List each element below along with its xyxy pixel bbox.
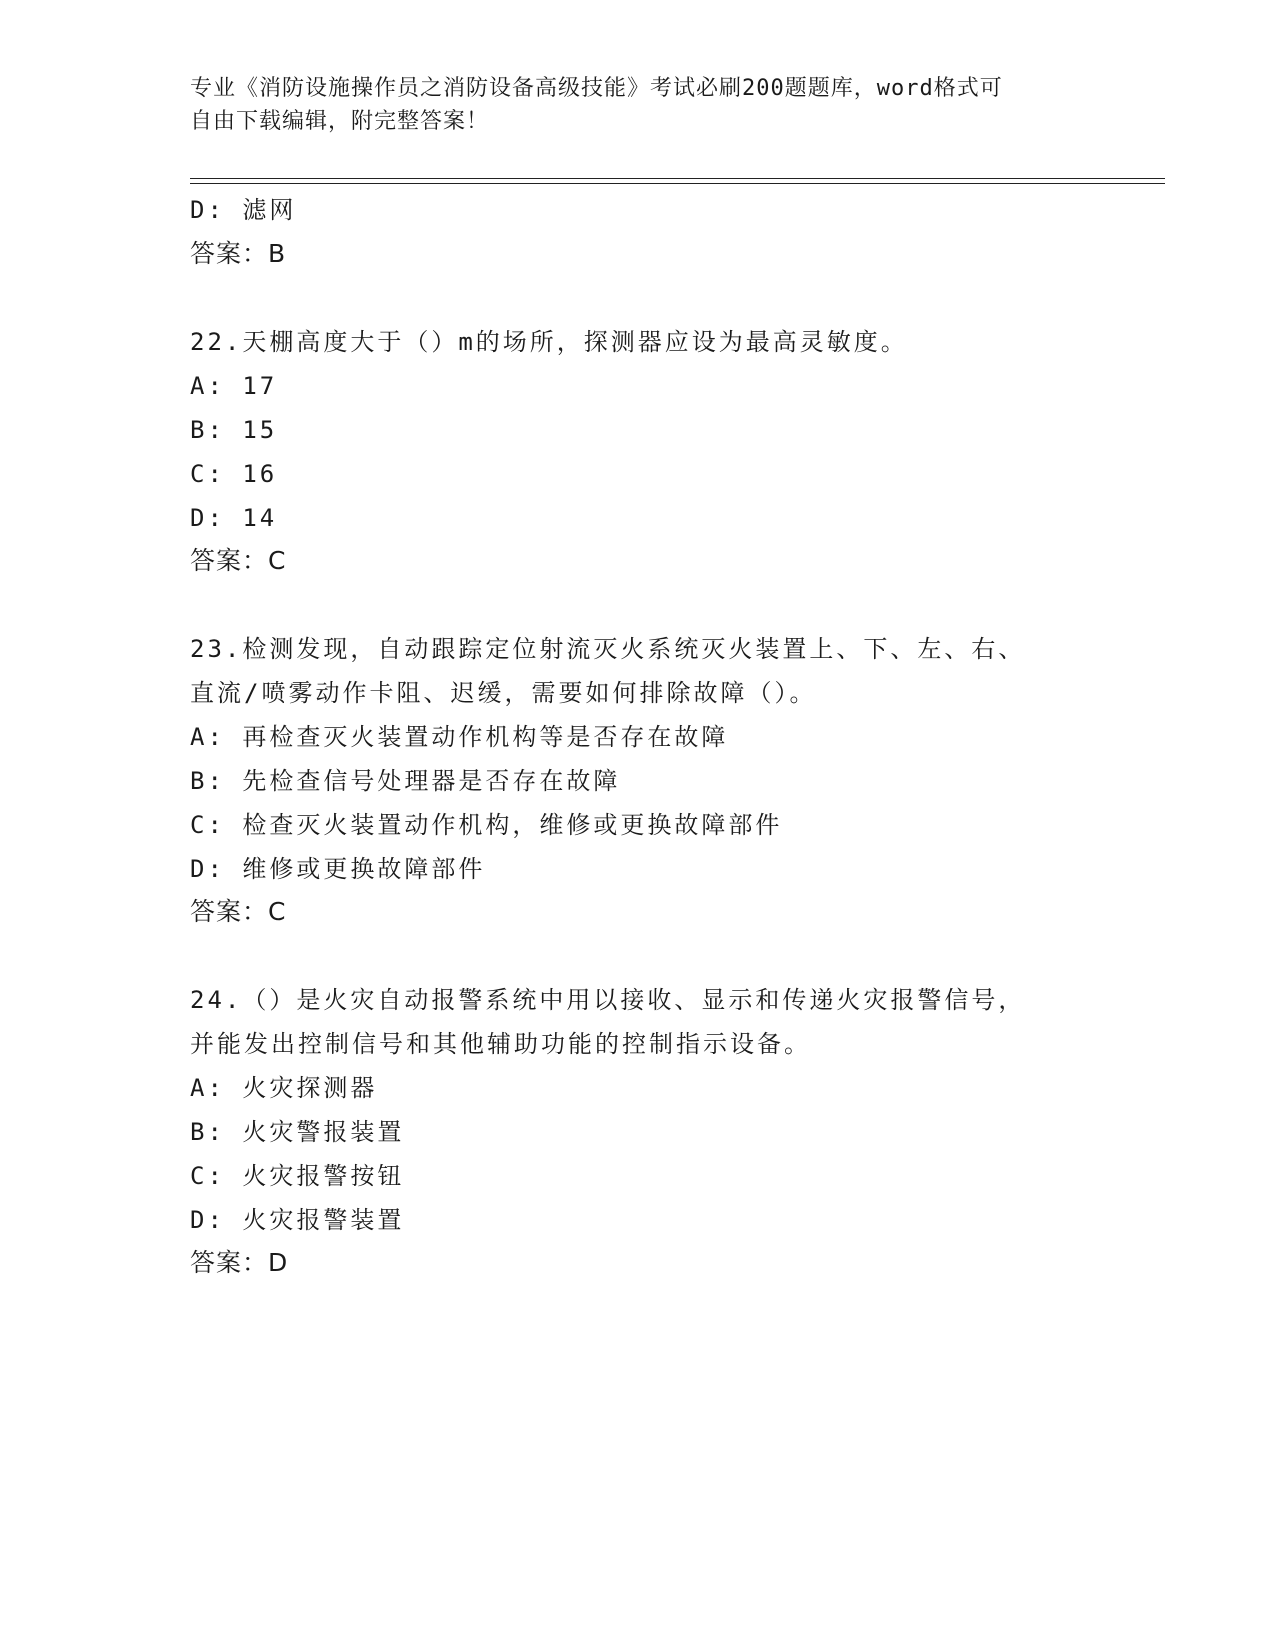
q24-option-a: A: 火灾探测器 <box>190 1074 378 1102</box>
q22-stem: 22.天棚高度大于（）m的场所，探测器应设为最高灵敏度。 <box>190 328 908 356</box>
prev-option-d: D: 滤网 <box>190 196 297 224</box>
q23-option-b: B: 先检查信号处理器是否存在故障 <box>190 767 621 795</box>
q24-answer: 答案：D <box>190 1248 289 1277</box>
q23-option-d: D: 维修或更换故障部件 <box>190 855 486 883</box>
q24-stem-line-1: 24.（）是火灾自动报警系统中用以接收、显示和传递火灾报警信号， <box>190 986 1026 1014</box>
q22-option-c: C: 16 <box>190 460 278 488</box>
q24-option-b: B: 火灾警报装置 <box>190 1118 405 1146</box>
q23-answer: 答案：C <box>190 897 287 926</box>
q23-stem-line-1: 23.检测发现，自动跟踪定位射流灭火系统灭火装置上、下、左、右、 <box>190 635 1026 663</box>
q23-option-a: A: 再检查灭火装置动作机构等是否存在故障 <box>190 723 729 751</box>
prev-answer: 答案：B <box>190 239 287 268</box>
q24-option-c: C: 火灾报警按钮 <box>190 1162 405 1190</box>
header-line-2: 自由下载编辑，附完整答案！ <box>190 109 490 134</box>
q22-option-d: D: 14 <box>190 504 278 532</box>
header-divider-top <box>190 178 1165 179</box>
header-divider-bottom <box>190 183 1165 184</box>
q24-option-d: D: 火灾报警装置 <box>190 1206 405 1234</box>
header-line-1: 专业《消防设施操作员之消防设备高级技能》考试必刷200题题库，word格式可 <box>190 76 1003 101</box>
q23-option-c: C: 检查灭火装置动作机构，维修或更换故障部件 <box>190 811 783 839</box>
q22-answer: 答案：C <box>190 546 287 575</box>
q22-option-b: B: 15 <box>190 416 278 444</box>
q24-stem-line-2: 并能发出控制信号和其他辅助功能的控制指示设备。 <box>190 1030 811 1058</box>
q23-stem-line-2: 直流/喷雾动作卡阻、迟缓，需要如何排除故障（）。 <box>190 679 817 707</box>
page-header <box>190 72 1070 138</box>
q22-option-a: A: 17 <box>190 372 278 400</box>
